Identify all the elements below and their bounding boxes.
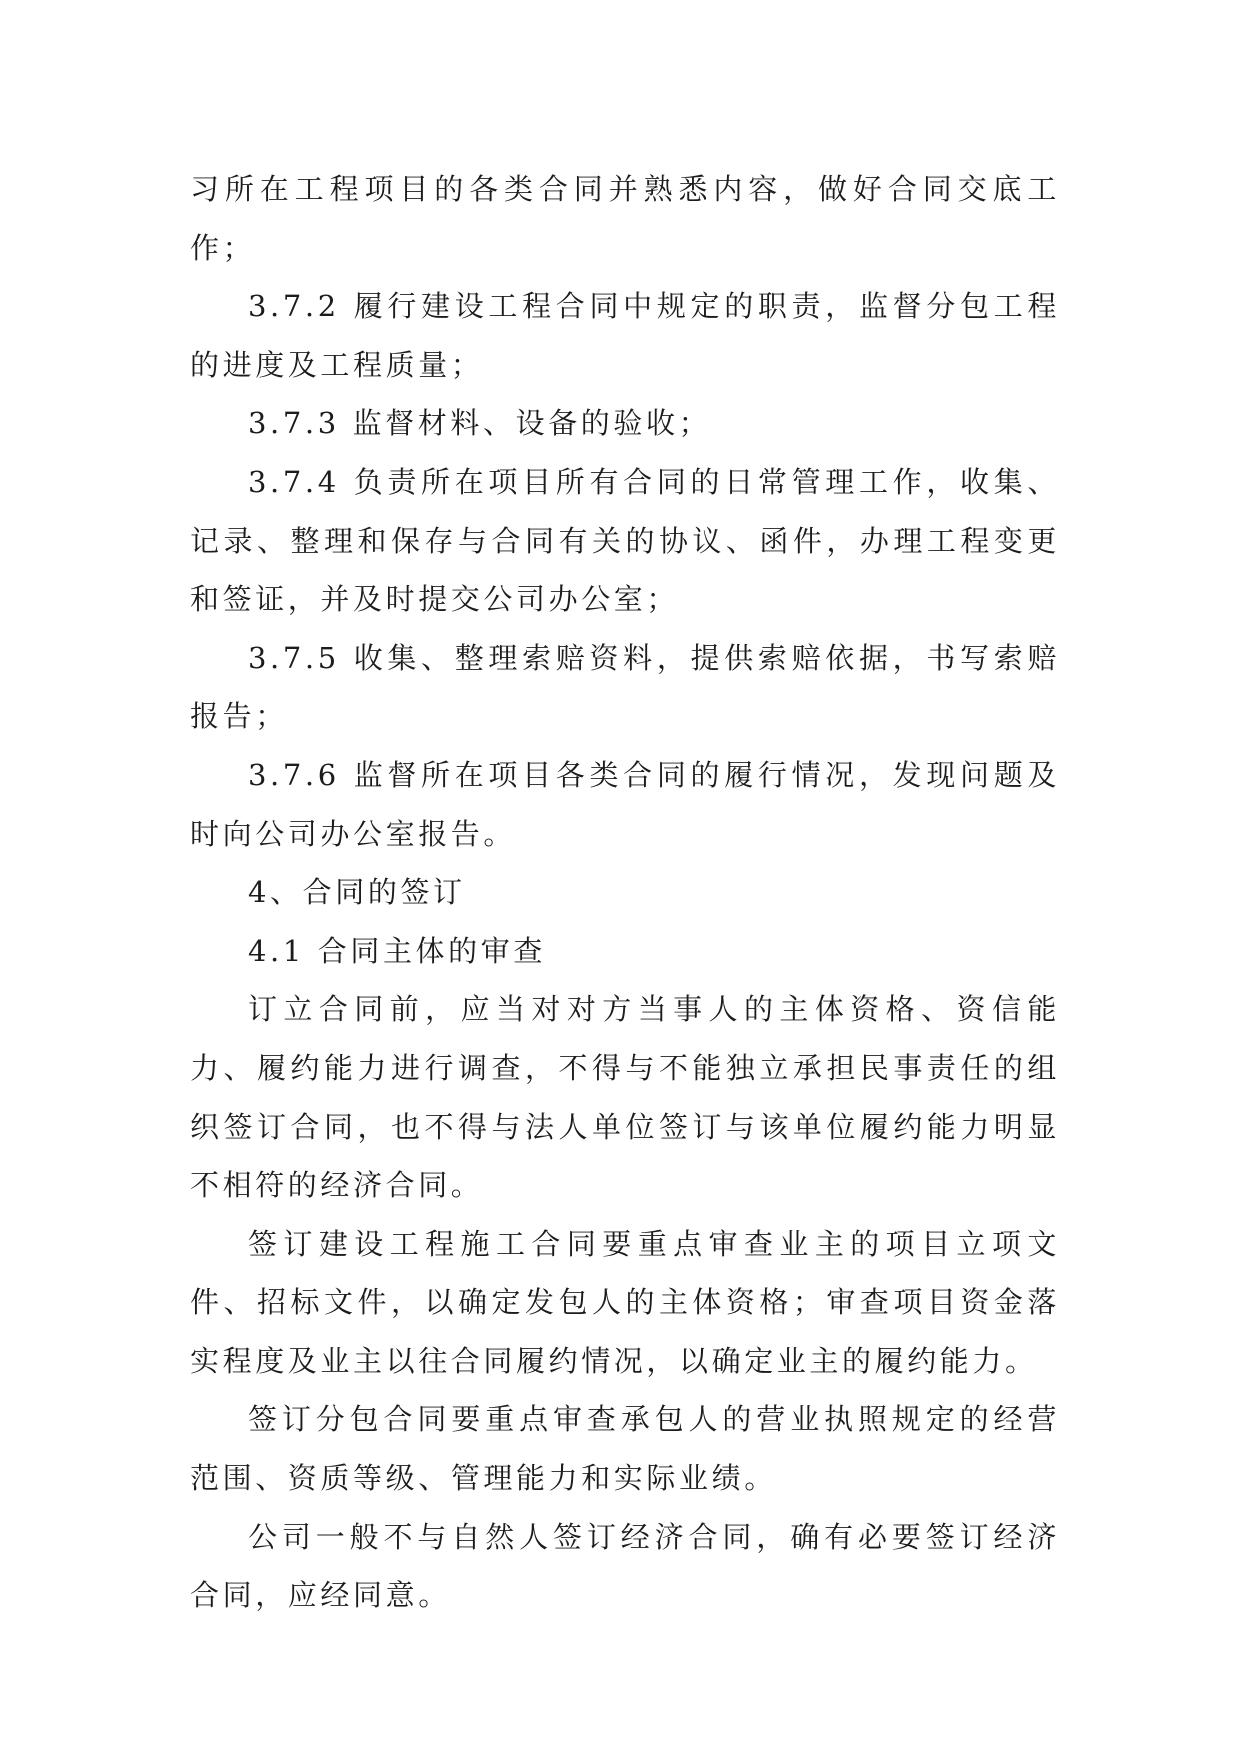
paragraph-3-7-5: 3.7.5 收集、整理索赔资料，提供索赔依据，书写索赔报告；	[190, 640, 1060, 734]
paragraph-contract-review: 订立合同前，应当对对方当事人的主体资格、资信能力、履约能力进行调查，不得与不能独立承担民事责任的组织签订合同，也不得与法人单位签订与该单位履约能力明显不相符的经济合同。	[190, 992, 1060, 1203]
paragraph-3-7-3: 3.7.3 监督材料、设备的验收；	[248, 406, 712, 441]
document-body	[190, 160, 1060, 1625]
paragraph-construction-contract: 签订建设工程施工合同要重点审查业主的项目立项文件、招标文件，以确定发包人的主体资格；审查项目资金落实程度及业主以往合同履约情况，以确定业主的履约能力。	[190, 1226, 1060, 1378]
section-heading-4: 4、合同的签订	[248, 875, 466, 910]
paragraph-natural-person: 公司一般不与自然人签订经济合同，确有必要签订经济合同，应经同意。	[190, 1519, 1060, 1613]
paragraph-subcontract: 签订分包合同要重点审查承包人的营业执照规定的经营范围、资质等级、管理能力和实际业绩。	[190, 1402, 1060, 1496]
subsection-heading-4-1: 4.1 合同主体的审查	[248, 933, 546, 968]
paragraph-3-7-6: 3.7.6 监督所在项目各类合同的履行情况，发现问题及时向公司办公室报告。	[190, 757, 1060, 851]
paragraph-continuation: 习所在工程项目的各类合同并熟悉内容，做好合同交底工作；	[190, 172, 1060, 265]
paragraph-3-7-4: 3.7.4 负责所在项目所有合同的日常管理工作，收集、记录、整理和保存与合同有关的协议、函件，办理工程变更和签证，并及时提交公司办公室；	[190, 464, 1060, 617]
paragraph-3-7-2: 3.7.2 履行建设工程合同中规定的职责，监督分包工程的进度及工程质量；	[190, 289, 1060, 382]
